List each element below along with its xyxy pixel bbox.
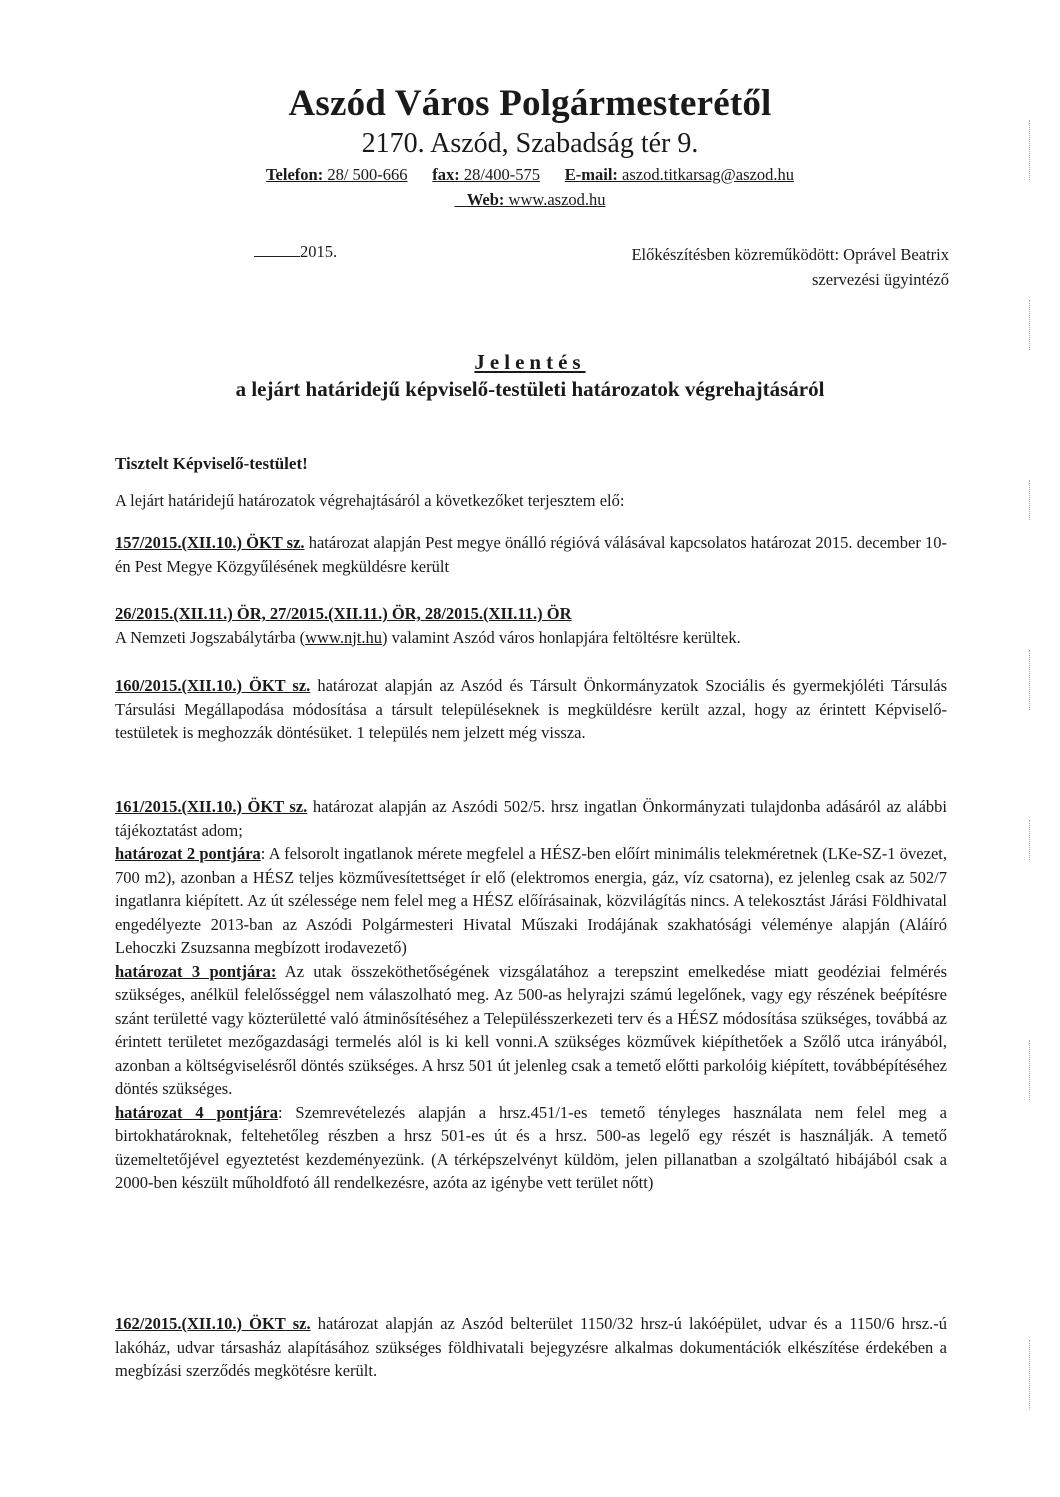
resolution-ref: 161/2015.(XII.10.) ÖKT sz.	[115, 797, 308, 816]
scan-artifact	[1029, 300, 1040, 350]
fax-label: fax:	[432, 165, 460, 184]
resolution-text: határozat alapján Pest megye önálló régióvá válásával kapcsolatos határozat 2015. december 10-én Pest Megye Közgyűlésének megküldésre került	[115, 533, 948, 576]
resolution-ref: 160/2015.(XII.10.) ÖKT sz.	[115, 676, 311, 695]
resolution-text: határozat alapján az Aszód és Társult Önkormányzatok Szociális és gyermekjóléti Társulás Társulási Megállapodása módosítása a társult településeknek is megküldésre került azzal, hogy az érintett Képviselő-testületek is meghozzák döntésüket. 1 település nem jelzett még vissza.	[115, 676, 947, 742]
phone-label: Telefon:	[266, 165, 324, 184]
resolution-item	[115, 674, 947, 745]
scan-artifact	[1029, 120, 1040, 180]
resolution-text: határozat alapján az Aszódi 502/5. hrsz ingatlan Önkormányzati tulajdonba adásáról az alábbi tájékoztatást adom;	[115, 797, 947, 840]
point-text: : A felsorolt ingatlanok mérete megfelel a HÉSZ-ben előírt minimális telekméretnek (LKe-SZ-1 övezet, 700 m2), azonban a HÉSZ teljes közművesítettséget ír elő (elektromos energia, gáz, víz csatorna), ez jelenleg csak az 502/7 ingatlanra kiépített. Az út szélessége nem felel meg a HÉSZ előírásainak, közvilágítás nincs. A telekosztást Járási Földhivatal engedélyezte 2013-ban az Aszódi Polgármesteri Hivatal Műszaki Irodájának szakhatósági véleménye alapján (Aláíró Lehoczki Zsuzsanna megbízott irodavezető)	[115, 844, 947, 957]
date-year: 2015.	[300, 242, 338, 261]
point-text: Az utak összeköthetőségének vizsgálatához a terepszint emelkedése miatt geodéziai felmérés szükséges, anélkül felelősséggel nem válaszolható meg. Az 500-as helyrajzi számú legelőnek, vagy egy részének beépítésre szánt területté vagy közterületté való átminősítéséhez a Településszerkezeti terv és a HÉSZ módosítása szükséges, továbbá az érintett területet mezőgazdasági termelés alól is ki kell vonni.A szükséges közművek kiépíthetőek a Szőlő utca irányából, azonban a költségviselésről döntés szükséges. A hrsz 501 út jelenleg csak a temető előtti parkolóig kiépített, továbbépítéséhez döntés szükséges.	[115, 961, 947, 1098]
scan-artifact	[1029, 1040, 1040, 1100]
point-label: határozat 3 pontjára:	[115, 961, 277, 981]
email-line	[565, 165, 794, 184]
resolution-ref: 162/2015.(XII.10.) ÖKT sz.	[115, 1314, 311, 1333]
point-label: határozat 2 pontjára	[115, 844, 261, 863]
document-date	[254, 242, 337, 262]
email-label: E-mail:	[564, 165, 618, 184]
letterhead-web	[0, 190, 1060, 210]
resolution-text: A Nemzeti Jogszabálytárba (	[115, 627, 306, 647]
prepared-by-role: szervezési ügyintéző	[812, 270, 949, 289]
resolution-item	[115, 795, 947, 1195]
resolution-text-after: ) valamint Aszód város honlapjára feltöltésre kerültek.	[382, 627, 741, 647]
greeting: Tisztelt Képviselő-testület!	[115, 454, 308, 473]
letterhead-address: 2170. Aszód, Szabadság tér 9.	[361, 128, 699, 159]
letterhead-contact	[0, 165, 1060, 185]
web-label: Web:	[466, 190, 505, 209]
prepared-by-name: Előkészítésben közreműködött: Oprável Beatrix	[631, 245, 949, 264]
resolution-item	[115, 531, 947, 578]
phone-line	[266, 165, 407, 184]
fax-value: 28/400-575	[463, 165, 540, 184]
report-title-text: Jelentés	[474, 350, 586, 374]
prepared-by	[631, 242, 949, 292]
phone-value: 28/ 500-666	[327, 165, 408, 184]
fax-line	[432, 165, 540, 184]
resolution-item	[115, 1312, 947, 1383]
resolution-ref: 157/2015.(XII.10.) ÖKT sz.	[115, 533, 305, 552]
letterhead-title: Aszód Város Polgármesterétől	[288, 83, 772, 124]
email-link[interactable]: aszod.titkarsag@aszod.hu	[622, 165, 794, 184]
resolution-item	[115, 602, 947, 649]
scan-artifact	[1029, 1340, 1040, 1410]
date-blank	[254, 256, 300, 257]
scan-artifact	[1029, 650, 1040, 710]
scan-artifact	[1029, 820, 1040, 860]
njt-link[interactable]: www.njt.hu	[305, 627, 382, 647]
intro-paragraph: A lejárt határidejű határozatok végrehajtásáról a következőket terjesztem elő:	[115, 491, 625, 510]
web-link[interactable]: www.aszod.hu	[508, 190, 606, 209]
report-subtitle: a lejárt határidejű képviselő-testületi határozatok végrehajtásáról	[235, 377, 825, 401]
scan-artifact	[1029, 480, 1040, 520]
report-title	[0, 350, 1060, 375]
resolution-text: határozat alapján az Aszód belterület 1150/32 hrsz-ú lakóépület, udvar és a 1150/6 hrsz.-ú lakóház, udvar társasház alapításához szükséges földhivatali bejegyzésre alkalmas dokumentációk elkészítése érdekében a megbízási szerződés megkötésre került.	[115, 1314, 948, 1380]
point-text: : Szemrevételezés alapján a hrsz.451/1-es temető tényleges használata nem felel meg a birtokhatároknak, feltehetőleg részben a hrsz 501-es út és a hrsz. 500-as legelő egy részét is használják. A temető üzemeltetőjével egyeztetést kezdeményezünk. (A térképszelvényt küldöm, jelen pillanatban a szolgáltató hibájából csak a 2000-ben készült műholdfotó áll rendelkezésre, azóta az igénybe vett terület nőtt)	[115, 1102, 947, 1192]
point-label: határozat 4 pontjára	[115, 1102, 278, 1122]
resolution-ref: 26/2015.(XII.11.) ÖR, 27/2015.(XII.11.) ÖR, 28/2015.(XII.11.) ÖR	[115, 604, 572, 623]
